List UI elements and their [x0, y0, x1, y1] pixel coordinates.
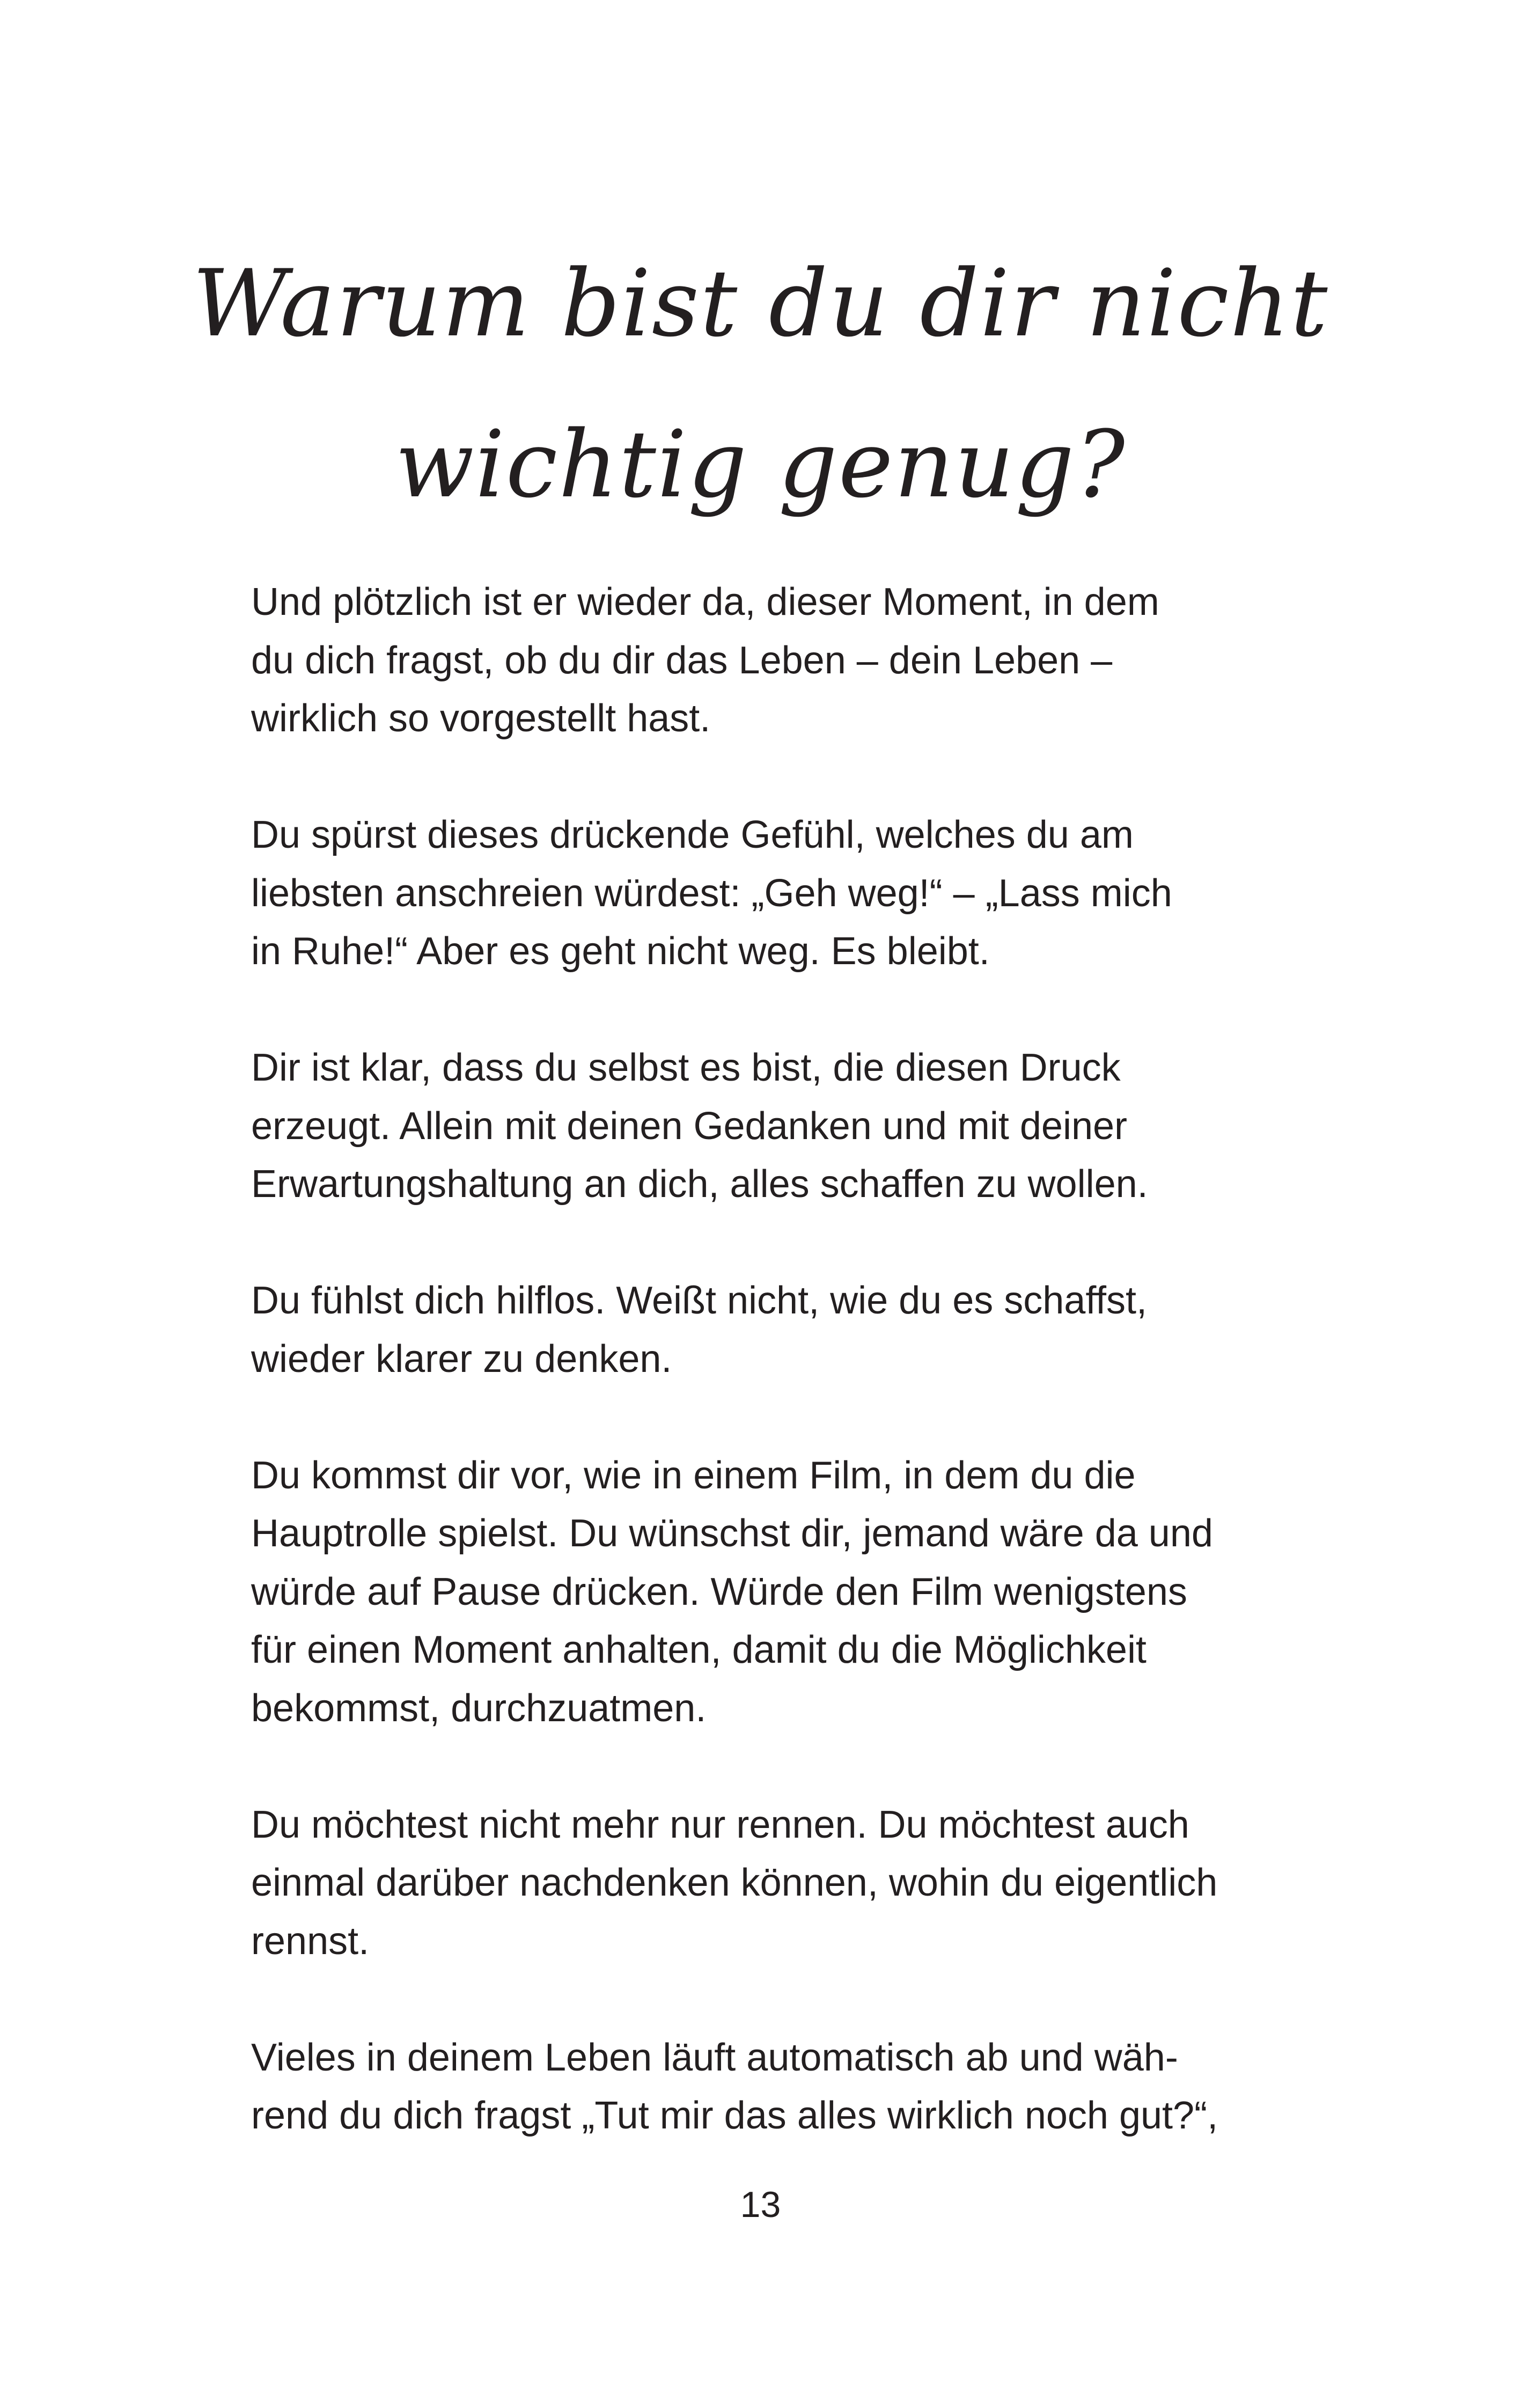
text-line: Dir ist klar, dass du selbst es bist, die diesen Druck — [251, 1046, 1121, 1089]
text-line: wirklich so vorgestellt hast. — [251, 697, 711, 740]
text-line: rend du dich fragst „Tut mir das alles wirklich noch gut?“, — [251, 2094, 1218, 2137]
text-line: würde auf Pause drücken. Würde den Film wenigstens — [251, 1570, 1187, 1613]
text-line: wieder klarer zu denken. — [251, 1337, 672, 1381]
text-line: für einen Moment anhalten, damit du die Möglichkeit — [251, 1628, 1147, 1671]
text-line: in Ruhe!“ Aber es geht nicht weg. Es bleibt. — [251, 930, 990, 973]
text-line: Du fühlst dich hilflos. Weißt nicht, wie du es schaffst, — [251, 1279, 1148, 1322]
text-line: bekommst, durchzuatmen. — [251, 1686, 707, 1730]
text-line: Vieles in deinem Leben läuft automatisch ab und wäh- — [251, 2036, 1178, 2079]
text-line: Hauptrolle spielst. Du wünschst dir, jemand wäre da und — [251, 1512, 1213, 1555]
paragraph-2 — [251, 806, 1324, 981]
text-line: Du kommst dir vor, wie in einem Film, in dem du die — [251, 1453, 1136, 1497]
paragraph-3 — [251, 1039, 1324, 1214]
paragraph-6 — [251, 1796, 1324, 1971]
chapter-title-line-1: Warum bist du dir nicht — [192, 249, 1329, 357]
paragraph-5 — [251, 1447, 1324, 1738]
text-line: Und plötzlich ist er wieder da, dieser Moment, in dem — [251, 581, 1159, 623]
paragraph-7 — [251, 2029, 1324, 2145]
chapter-title-line-2: wichtig genug? — [395, 410, 1126, 518]
text-line: Erwartungshaltung an dich, alles schaffen zu wollen. — [251, 1163, 1148, 1206]
paragraph-4 — [251, 1272, 1324, 1388]
text-line: Du möchtest nicht mehr nur rennen. Du möchtest auch — [251, 1803, 1189, 1846]
text-line: liebsten anschreien würdest: „Geh weg!“ – „Lass mich — [251, 871, 1172, 915]
text-line: Du spürst dieses drückende Gefühl, welches du am — [251, 813, 1134, 856]
text-line: du dich fragst, ob du dir das Leben – dein Leben – — [251, 638, 1113, 682]
text-line: einmal darüber nachdenken können, wohin du eigentlich — [251, 1861, 1218, 1904]
text-line: rennst. — [251, 1919, 370, 1963]
body-text — [251, 573, 1324, 2145]
paragraph-1 — [251, 573, 1324, 748]
page-number: 13 — [740, 2184, 781, 2225]
text-line: erzeugt. Allein mit deinen Gedanken und mit deiner — [251, 1104, 1128, 1148]
